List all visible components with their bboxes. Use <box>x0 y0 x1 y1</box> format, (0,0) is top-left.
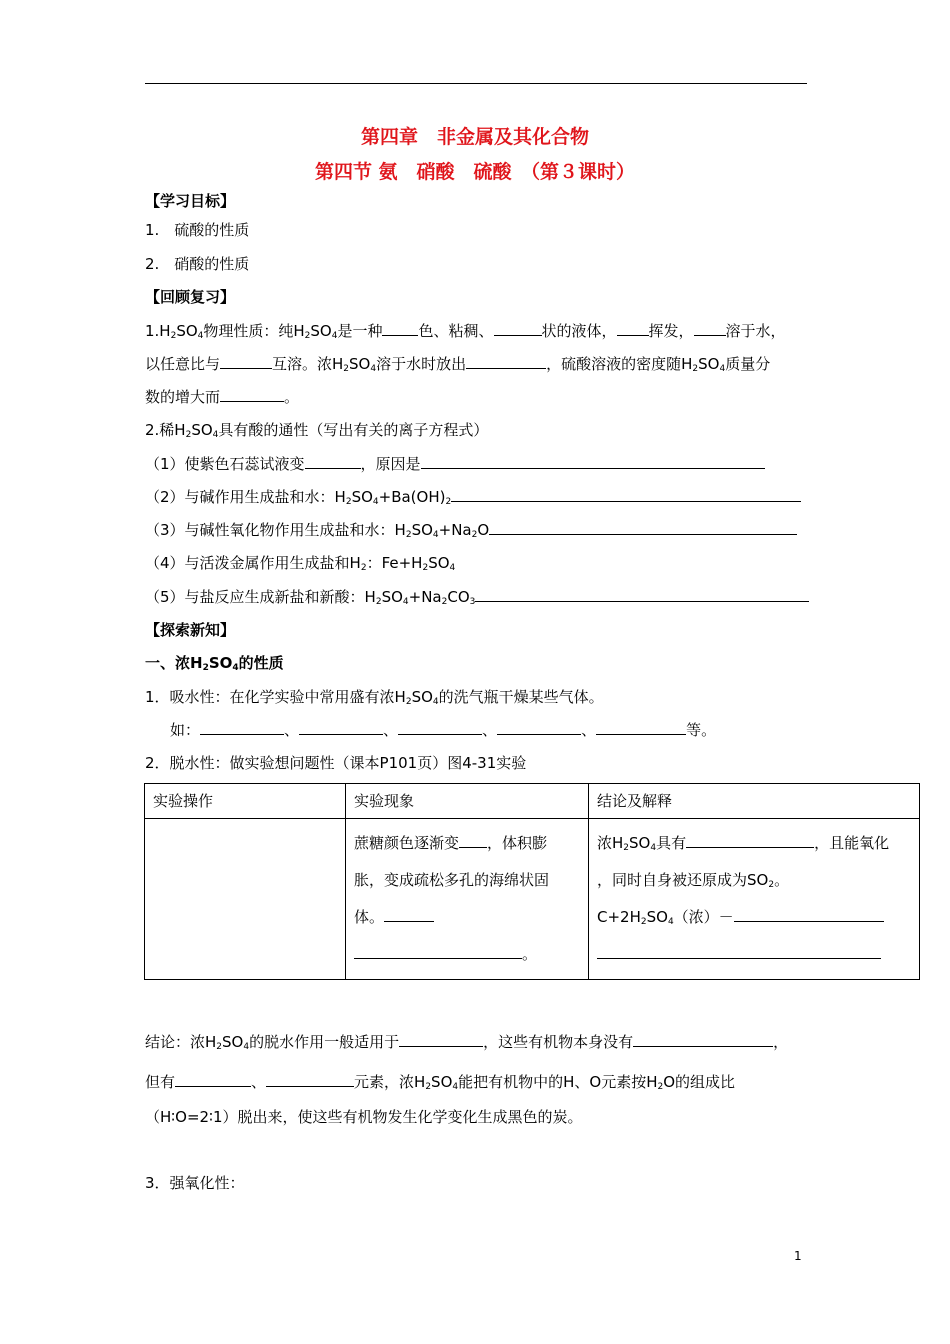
section-title: 第四节 氨 硝酸 硫酸 （第３课时） <box>314 161 636 183</box>
review-q1-line2: 以任意比与 互溶。浓$H_2SO_4$溶于水时放出 ，硫酸溶液的密度随$H_2SO_4$质量分 <box>145 355 771 374</box>
blank-state[interactable] <box>494 320 542 336</box>
review-q2-intro: 2.稀$H_2SO_4$具有酸的通性（写出有关的离子方程式） <box>145 421 489 440</box>
blank-gas-2[interactable] <box>299 719 383 735</box>
blank-color[interactable] <box>382 320 418 336</box>
p1-examples: 如： 、 、 、 、 等。 <box>170 721 717 739</box>
blank-equation-salt[interactable] <box>475 586 809 602</box>
conclusion-line3: （H∶O=2∶1）脱出来，使这些有机物发生化学变化生成黑色的炭。 <box>145 1108 583 1126</box>
p2-dehydration: 2．脱水性：做实验想问题性（课本P101页）图4-31实验 <box>145 754 527 772</box>
experiment-table <box>144 783 920 980</box>
table-header: 实验操作 <box>145 784 346 819</box>
conclusion-line2: 但有 、 元素，浓$H_2SO_4$能把有机物中的H、O元素按$H_2O$的组成比 <box>145 1073 736 1092</box>
chapter-title: 第四章 非金属及其化合物 <box>360 126 589 148</box>
review-q1-line3: 数的增大而 。 <box>145 388 300 406</box>
explore-heading: 【探索新知】 <box>145 621 236 639</box>
blank-solubility[interactable] <box>694 320 726 336</box>
blank-equation-oxide[interactable] <box>489 519 797 535</box>
blank-gas-3[interactable] <box>398 719 482 735</box>
review-q2-item4: （4）与活泼金属作用生成盐和$H_2$：$Fe+H_2SO_4$ <box>145 554 456 573</box>
blank-property[interactable] <box>686 832 814 848</box>
p3-oxidizing: 3．强氧化性： <box>145 1174 245 1192</box>
blank-gas-1[interactable] <box>200 719 284 735</box>
blank-litmus[interactable] <box>305 453 361 469</box>
cell-phenomenon: 蔗糖颜色逐渐变 ，体积膨 胀，变成疏松多孔的海绵状固 体。 。 <box>346 819 589 980</box>
table-header: 实验现象 <box>346 784 589 819</box>
cell-conclusion: 浓$H_2SO_4$具有 ，且能氧化 ，同时自身被还原成为$SO_2$。 $C+2H_2SO_4$（浓）－ <box>589 819 920 980</box>
blank-gas-4[interactable] <box>497 719 581 735</box>
header-rule <box>145 83 807 84</box>
blank-volatility[interactable] <box>617 320 649 336</box>
review-heading: 【回顾复习】 <box>145 288 236 306</box>
blank-equation-base[interactable] <box>451 486 801 502</box>
blank-miscible[interactable] <box>220 353 272 369</box>
blank-applies-to[interactable] <box>399 1031 483 1047</box>
review-q2-item3: （3）与碱性氧化物作用生成盐和水：$H_2SO_4+Na_2O$ <box>145 519 797 540</box>
objective-item: 2. 硝酸的性质 <box>145 255 250 273</box>
blank-phenomenon-1[interactable] <box>384 906 434 922</box>
review-q1-line1: $1.H_2SO_4$物理性质：纯$H_2SO_4$是一种 色、粘稠、 状的液体， 挥发， 溶于水， <box>145 322 786 341</box>
page-number: 1 <box>794 1249 802 1263</box>
blank-lacks[interactable] <box>633 1031 773 1047</box>
blank-element-2[interactable] <box>266 1071 354 1087</box>
cell-operation <box>145 819 346 980</box>
table-header: 结论及解释 <box>589 784 920 819</box>
part1-heading: 一、浓$H_2SO_4$的性质 <box>145 654 284 673</box>
review-q2-item2: （2）与碱作用生成盐和水：$H_2SO_4+Ba(OH)_2$ <box>145 486 801 507</box>
p1-hygroscopic: 1．吸水性：在化学实验中常用盛有浓$H_2SO_4$的洗气瓶干燥某些气体。 <box>145 688 604 707</box>
blank-reason[interactable] <box>421 453 765 469</box>
objectives-heading: 【学习目标】 <box>145 192 236 210</box>
blank-sugar-color[interactable] <box>459 832 487 848</box>
blank-carbon-equation-2[interactable] <box>597 943 881 959</box>
blank-density[interactable] <box>220 386 284 402</box>
blank-carbon-equation[interactable] <box>734 906 884 922</box>
review-q2-item1: （1）使紫色石蕊试液变 ，原因是 <box>145 453 765 474</box>
review-q2-item5: （5）与盐反应生成新盐和新酸：$H_2SO_4+Na_2CO_3$ <box>145 586 809 607</box>
blank-phenomenon-2[interactable] <box>354 943 522 959</box>
blank-gas-5[interactable] <box>596 719 686 735</box>
blank-heat[interactable] <box>466 353 546 369</box>
blank-element-1[interactable] <box>175 1071 251 1087</box>
objective-item: 1. 硫酸的性质 <box>145 221 250 239</box>
conclusion-line1: 结论：浓$H_2SO_4$的脱水作用一般适用于 ，这些有机物本身没有 ， <box>145 1033 789 1052</box>
